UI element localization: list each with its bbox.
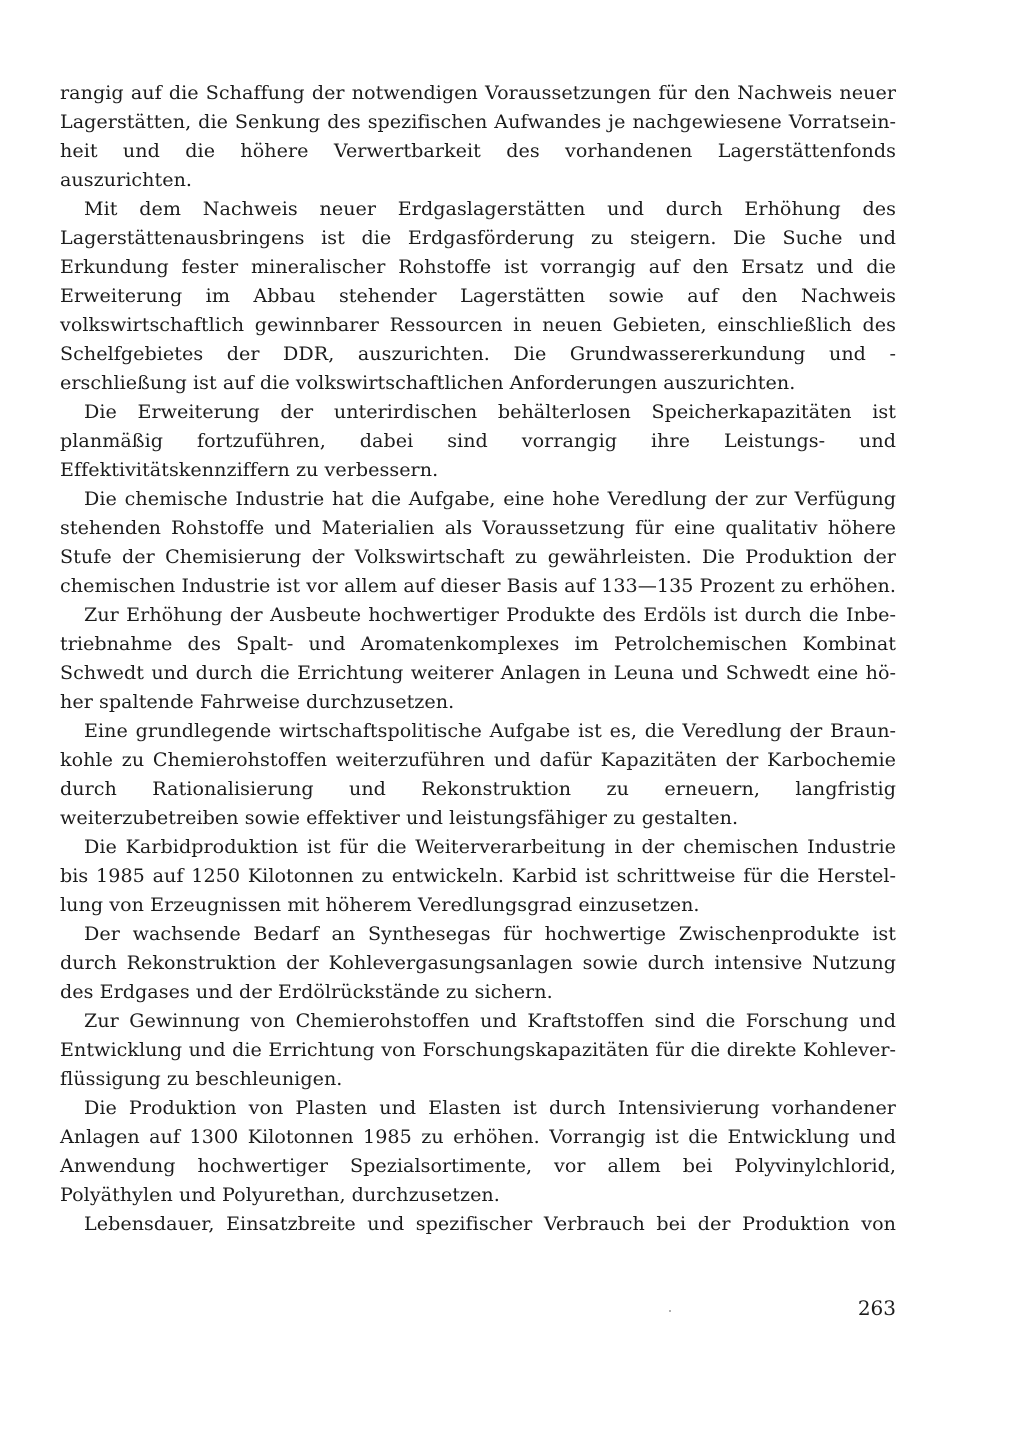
paragraph-8: Der wachsende Bedarf an Synthesegas für hochwertige Zwischenprodukte ist durch Rekonstruktion der Kohlevergasungsanlagen sowie durch intensive Nutzung des Erdgases und der Erdölrückstände zu sichern. [60, 922, 896, 1003]
paragraph-10: Die Produktion von Plasten und Elasten ist durch Intensivierung vorhandener Anlagen auf 1300 Kilotonnen 1985 zu erhöhen. Vorrangig ist die Entwicklung und Anwendung hochwertiger Spezialsortimente, vor allem bei Polyvinylchlorid, Polyäthylen und Polyurethan, durchzusetzen. [60, 1096, 896, 1206]
paragraph-3: Die Erweiterung der unterirdischen behälterlosen Speicherkapazitäten ist planmäßig fortzuführen, dabei sind vorrangig ihre Leistungs- und Effektivitätskennziffern zu verbessern. [60, 400, 896, 481]
paragraph-9: Zur Gewinnung von Chemierohstoffen und Kraftstoffen sind die Forschung und Entwicklung und die Errichtung von Forschungskapazitäten für die direkte Kohleverflüssigung zu beschleunigen. [60, 1009, 896, 1090]
page-number: 263 [857, 1296, 896, 1320]
paragraph-2: Mit dem Nachweis neuer Erdgaslagerstätten und durch Erhöhung des Lagerstättenausbringens ist die Erdgasförderung zu steigern. Die Suche und Erkundung fester mineralischer Rohstoffe ist vorrangig auf den Ersatz und die Erweiterung im Abbau stehender Lagerstätten sowie auf den Nachweis volkswirtschaftlich gewinnbarer Ressourcen in neuen Gebieten, einschließlich des Schelfgebietes der DDR, auszurichten. Die Grundwassererkundung und -erschließung ist auf die volkswirtschaftlichen Anforderungen auszurichten. [60, 197, 896, 394]
paragraph-6: Eine grundlegende wirtschaftspolitische Aufgabe ist es, die Veredlung der Braunkohle zu Chemierohstoffen weiterzuführen und dafür Kapazitäten der Karbochemie durch Rationalisierung und Rekonstruktion zu erneuern, langfristig weiterzubetreiben sowie effektiver und leistungsfähiger zu gestalten. [60, 719, 896, 829]
print-speck [669, 1310, 671, 1312]
paragraph-5: Zur Erhöhung der Ausbeute hochwertiger Produkte des Erdöls ist durch die Inbetriebnahme des Spalt- und Aromatenkomplexes im Petrolchemischen Kombinat Schwedt und durch die Errichtung weiterer Anlagen in Leuna und Schwedt eine höher spaltende Fahrweise durchzusetzen. [60, 603, 896, 713]
paragraph-11: Lebensdauer, Einsatzbreite und spezifischer Verbrauch bei der Produktion von [84, 1212, 896, 1235]
paragraph-7: Die Karbidproduktion ist für die Weiterverarbeitung in der chemischen Industrie bis 1985 auf 1250 Kilotonnen zu entwickeln. Karbid ist schrittweise für die Herstellung von Erzeugnissen mit höherem Veredlungsgrad einzusetzen. [60, 835, 896, 916]
paragraph-4: Die chemische Industrie hat die Aufgabe, eine hohe Veredlung der zur Verfügung stehenden Rohstoffe und Materialien als Voraussetzung für eine qualitativ höhere Stufe der Chemisierung der Volkswirtschaft zu gewährleisten. Die Produktion der chemischen Industrie ist vor allem auf dieser Basis auf 133—135 Prozent zu erhöhen. [60, 487, 897, 597]
paragraph-1: rangig auf die Schaffung der notwendigen Voraussetzungen für den Nachweis neuer Lagerstätten, die Senkung des spezifischen Aufwandes je nachgewiesene Vorratseinheit und die höhere Verwertbarkeit des vorhandenen Lagerstättenfonds auszurichten. [60, 81, 896, 191]
body-text [60, 78, 896, 1238]
